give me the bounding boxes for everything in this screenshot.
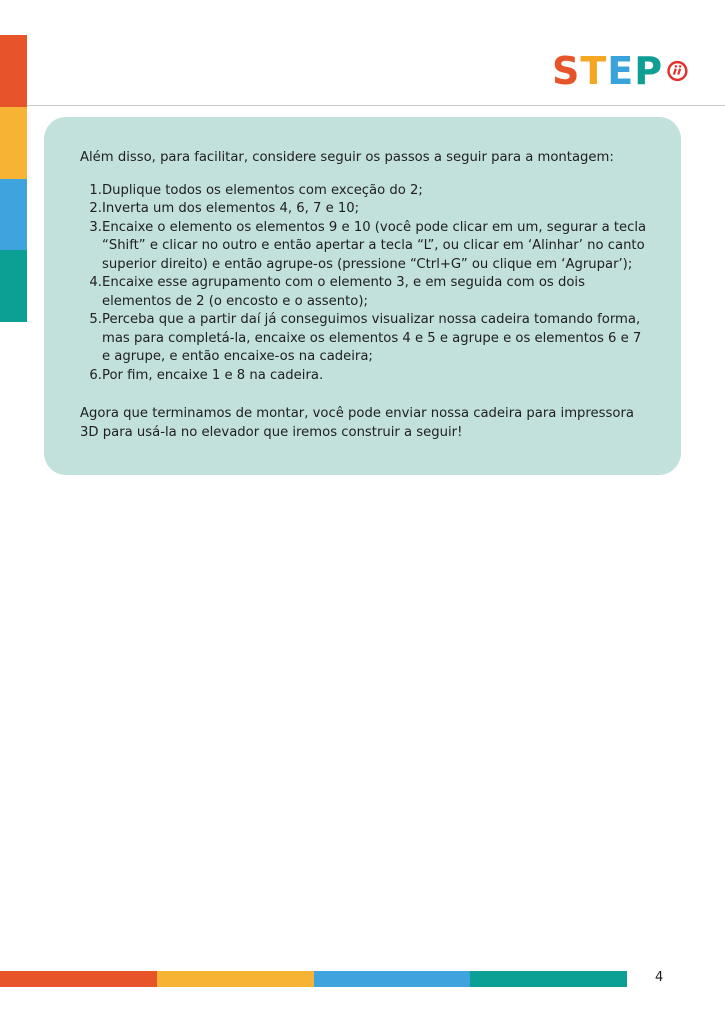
footer-stripe-teal: [470, 971, 627, 987]
footer-stripe-yellow: [157, 971, 314, 987]
step-number: 3.: [89, 219, 102, 235]
step-number: 4.: [89, 275, 102, 290]
list-item: [80, 311, 651, 367]
stripe-blue: [0, 179, 27, 251]
logo-badge-icon: [667, 54, 688, 88]
step-number: 1.: [89, 182, 102, 198]
page-number: 4: [655, 970, 664, 985]
step-text: Encaixe esse agrupamento com o elemento 3, e em seguida com os dois elementos de 2 (o encosto e o assento);: [102, 275, 585, 309]
list-item: [80, 200, 651, 219]
logo-letter-p: P: [634, 49, 664, 93]
closing-paragraph: Agora que terminamos de montar, você pode enviar nossa cadeira para impressora 3D para usá-la no elevador que iremos construir a seguir!: [80, 406, 634, 440]
logo-text: [552, 50, 663, 92]
list-item: [80, 367, 651, 386]
footer-stripe-blue: [314, 971, 471, 987]
stripe-yellow: [0, 107, 27, 179]
list-item: [80, 274, 651, 311]
step-text: Encaixe o elemento os elementos 9 e 10 (você pode clicar em um, segurar a tecla “Shift” e clicar no outro e então apertar a tecla “L”, ou clicar em ‘Alinhar’ no canto superior direito) e então agrupe-os (pressione “Ctrl+G” ou clique em ‘Agrupar’);: [102, 219, 647, 272]
steps-list: [80, 182, 651, 386]
logo-letter-t: T: [580, 49, 608, 93]
instructions-card: [44, 117, 681, 475]
step-text: Perceba que a partir daí já conseguimos visualizar nossa cadeira tomando forma, mas para completá-la, encaixe os elementos 4 e 5 e agrupe e os elementos 6 e 7 e agrupe, e então encaixe-os na cadeira;: [102, 312, 642, 364]
intro-paragraph: Além disso, para facilitar, considere seguir os passos a seguir para a montagem:: [80, 150, 614, 165]
logo-letter-s: S: [552, 49, 581, 93]
step-text: Duplique todos os elementos com exceção do 2;: [102, 182, 423, 198]
side-color-stripe: [0, 35, 27, 322]
stripe-orange: [0, 35, 27, 107]
list-item: [80, 182, 651, 201]
stripe-teal: [0, 250, 27, 322]
step-number: 6.: [89, 367, 102, 383]
header-divider: [27, 105, 725, 106]
step-number: 2.: [89, 201, 102, 216]
step-text: Por fim, encaixe 1 e 8 na cadeira.: [102, 367, 324, 383]
logo-letter-e: E: [607, 49, 635, 93]
step-number: 5.: [89, 312, 102, 327]
list-item: [80, 219, 651, 275]
step-logo: [552, 50, 688, 92]
footer-color-stripe: [0, 971, 627, 987]
step-text: Inverta um dos elementos 4, 6, 7 e 10;: [102, 201, 360, 216]
footer-stripe-orange: [0, 971, 157, 987]
